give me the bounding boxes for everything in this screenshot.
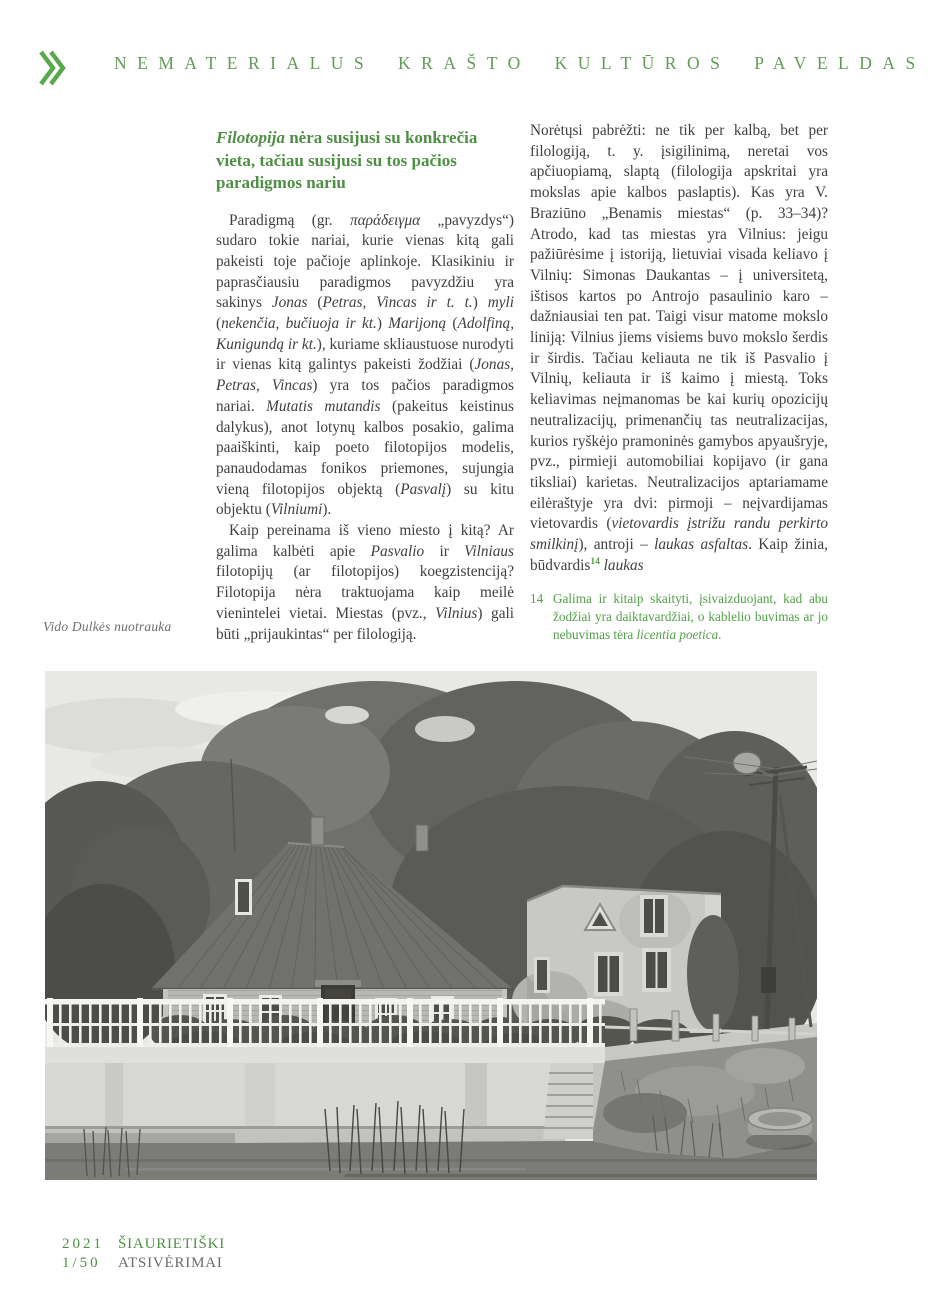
article-columns (216, 121, 828, 645)
magazine-title-line2: ATSIVĖRIMAI (118, 1254, 223, 1271)
page-footer (62, 1235, 225, 1272)
double-chevron-right-icon (37, 46, 67, 90)
article-column-left (216, 121, 514, 645)
paragraph: Norėtųsi pabrėžti: ne tik per kalbą, bet per filologiją, t. y. įsigilinimą, neretai vos apčiuopiamą, slaptą (filologija apskritai yra mokslas apie kalbos paslaptis). Kas yra V. Braziūno „Benamis miestas“ (p. 33–34)? Atrodo, kad tas miestas yra Vilnius: jeigu pažiūrėsime į istoriją, lietuviai visada keliavo į Vilnių: Simonas Daukantas – į universitetą, ištisos kartos po Antrojo pasaulinio karo – dažniausiai ten pat. Taigi visur matome mokslo liniją: Vilnius jiems visiems buvo mokslo šerdis ir širdis. Tačiau keliauta ne tik iš Pasvalio į Vilnių, keliauta ir iš kaimo į miestą. Toks keliavimas neįmanomas be kai kurių opozicijų neutralizacijų, primenančių tas neutralizacijas, kurios ryškėjo pramoninės gamybos apyaušryje, pvz., pirmieji automobiliai kopijavo (ir gana tiksliai) karietas. Neutralizacijos aptariamame eilėraštyje yra dvi: pirmoji – neįvardijamas vietovardis (vietovardis įstrižu randu perkirto smilkinį), antroji – laukas asfaltas. Kaip žinia, būdvardis$^{14}$ laukas (530, 122, 829, 574)
footer-year-issue (62, 1235, 104, 1272)
article-column-right (530, 121, 828, 645)
footnote (530, 590, 828, 643)
footer-issue: 1/50 (62, 1254, 101, 1271)
footer-year: 2021 (62, 1236, 104, 1252)
paragraph: Paradigmą (gr. παράδειγμα „pavyzdys“) sudaro tokie nariai, kurie vienas kitą gali pakeisti toje pačioje aplinkoje. Klasikiniu ir paprasčiausiu paradigmos pavyzdžiu yra sakinys Jonas (Petras, Vincas ir t. t.) myli (nekenčia, bučiuoja ir kt.) Marijoną (Adolfiną, Kunigundą ir kt.), kuriame skliaustuose nurodyti ir vienas kitą galintys pakeisti žodžiai (Jonas, Petras, Vincas) yra tos pačios paradigmos nariai. Mutatis mutandis (pakeitus keistinus dalykus), anot lotynų kalbos posakio, galima paaiškinti, kaip poeto filotopijos modelis, panaudodamas fonikos priemones, sujungia vieną filotopijos objektą (Pasvalį) su kitu objektu (Vilniumi). (216, 211, 515, 519)
magazine-title-line1: ŠIAURIETIŠKI (118, 1236, 226, 1252)
section-title: NEMATERIALUS KRAŠTO KULTŪROS PAVELDAS (114, 53, 926, 73)
photo-houses-by-river (45, 671, 817, 1180)
footnote-text: Galima ir kitaip skaityti, įsivaizduojant, kad abu žodžiai yra daiktavardžiai, o kablelio buvimas ar jo nebuvimas tėra licentia poetica. (553, 591, 828, 642)
article-heading: Filotopija nėra susijusi su konkrečia vieta, tačiau susijusi su tos pačios paradigmos nariu (216, 128, 478, 192)
magazine-title (118, 1235, 225, 1272)
footnote-number: 14 (530, 591, 544, 607)
photo-caption: Vido Dulkės nuotrauka (43, 619, 172, 634)
paragraph: Kaip pereinama iš vieno miesto į kitą? Ar galima kalbėti apie Pasvalio ir Vilniaus filotopijų (ar filotopijos) koegzistenciją? Filotopija nėra traktuojama kaip meilė vienintelei vietai. Miestas (pvz., Vilnius) gali būti „prijaukintas“ per filologiją. (216, 522, 514, 643)
